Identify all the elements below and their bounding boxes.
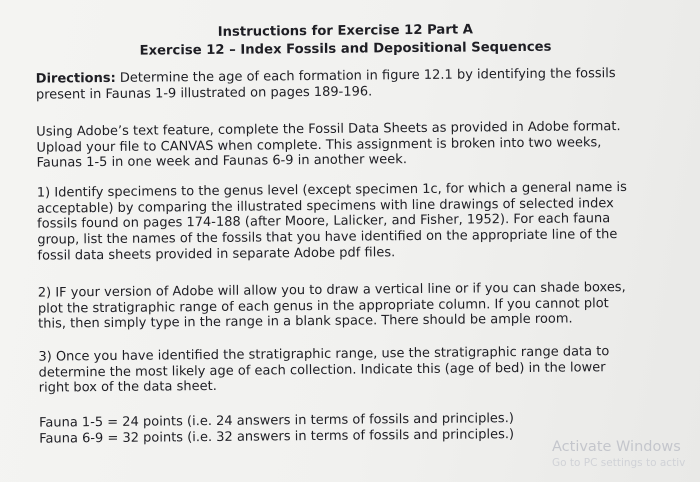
- step-1-line-2: acceptable) by comparing the illustrated specimens with line drawings of selected index: [36, 195, 614, 217]
- directions-text: Determine the age of each formation in figure 12.1 by identifying the fossils: [115, 66, 616, 86]
- points-line-fauna-6-9: Fauna 6-9 = 32 points (i.e. 32 answers in terms of fossils and principles.): [39, 426, 515, 447]
- watermark-title: Activate Windows: [552, 439, 681, 455]
- adobe-line-1: Using Adobe’s text feature, complete the Fossil Data Sheets as provided in Adobe format.: [36, 119, 621, 140]
- activate-windows-watermark: [552, 438, 700, 470]
- step-2-line-2: plot the stratigraphic range of each genus in the appropriate column. If you cannot plot: [37, 295, 609, 317]
- document-title: Instructions for Exercise 12 Part A: [217, 22, 473, 40]
- directions-label: Directions:: [35, 70, 116, 87]
- document-subtitle: Exercise 12 – Index Fossils and Depositional Sequences: [139, 39, 552, 59]
- directions-line-2: present in Faunas 1-9 illustrated on pages 189-196.: [35, 84, 373, 103]
- step-1-line-1: 1) Identify specimens to the genus level (except specimen 1c, for which a general name is: [36, 179, 627, 201]
- directions-paragraph: [36, 65, 686, 103]
- adobe-line-3: Faunas 1-5 in one week and Faunas 6-9 in another week.: [36, 152, 408, 172]
- points-line-fauna-1-5: Fauna 1-5 = 24 points (i.e. 24 answers in terms of fossils and principles.): [38, 411, 514, 431]
- step-1-line-3: fossils found on pages 174-188 (after Moore, Lalicker, and Fisher, 1952). For each fauna: [37, 211, 611, 233]
- adobe-line-2: Upload your file to CANVAS when complete. This assignment is broken into two weeks,: [36, 134, 602, 156]
- adobe-instructions-paragraph: [36, 118, 686, 171]
- step-1-line-4: group, list the names of the fossils that you have identified on the appropriate line of the: [37, 227, 618, 248]
- step-1-paragraph: [37, 179, 688, 264]
- step-1-line-5: fossil data sheets provided in separate Adobe pdf files.: [37, 245, 396, 264]
- step-3-line-2: determine the most likely age of each collection. Indicate this (age of bed) in the lower: [38, 359, 606, 381]
- watermark-subtitle: Go to PC settings to activ: [552, 457, 686, 469]
- step-3-line-3: right box of the data sheet.: [38, 379, 217, 397]
- step-2-line-1: 2) IF your version of Adobe will allow you to draw a vertical line or if you can shade boxes,: [37, 280, 626, 301]
- step-3-paragraph: [38, 343, 688, 396]
- step-3-line-1: 3) Once you have identified the stratigraphic range, use the stratigraphic range data to: [38, 344, 610, 365]
- step-2-line-3: this, then simply type in the range in a blank space. There should be ample room.: [38, 311, 573, 333]
- step-2-paragraph: [38, 279, 688, 332]
